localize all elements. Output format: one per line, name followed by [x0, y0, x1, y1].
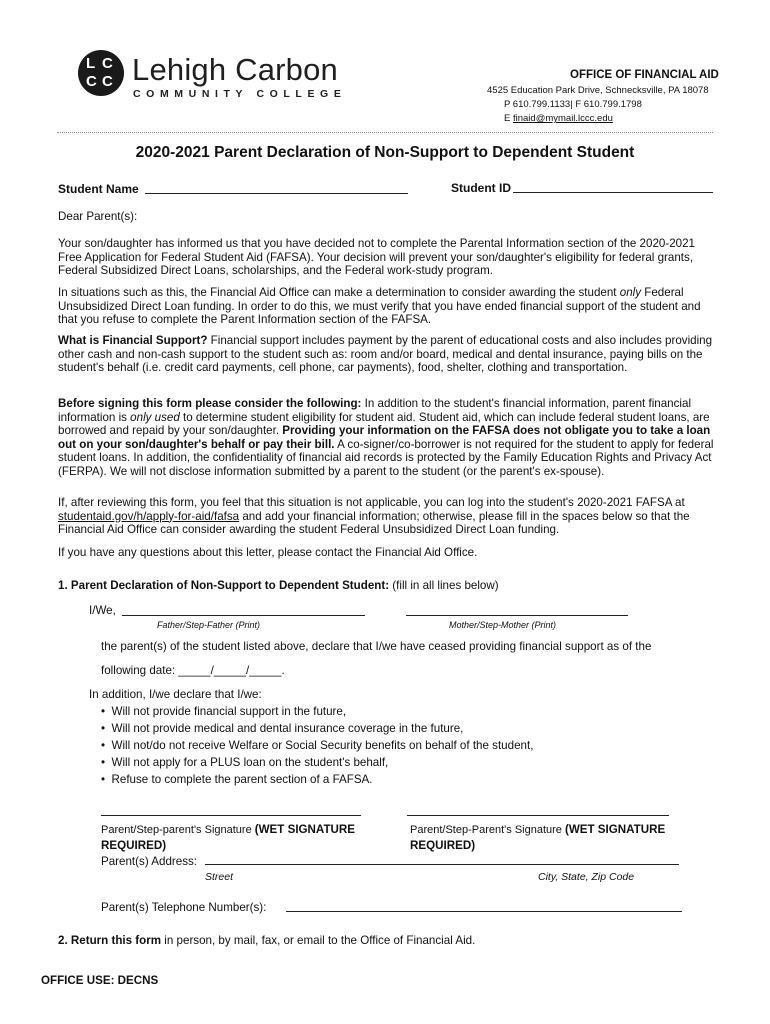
student-name-field[interactable] — [145, 193, 408, 194]
office-use: OFFICE USE: DECNS — [41, 974, 159, 987]
email-prefix: E — [504, 113, 513, 124]
college-name: Lehigh Carbon — [132, 52, 338, 87]
student-id-label: Student ID — [451, 181, 511, 195]
father-name-field[interactable] — [122, 615, 365, 616]
street-caption: Street — [205, 871, 234, 883]
office-phone-fax: P 610.799.1133| F 610.799.1798 — [504, 99, 642, 110]
declare-line-1: the parent(s) of the student listed above, declare that I/we have ceased providing financial support as of the — [101, 640, 652, 653]
greeting: Dear Parent(s): — [58, 210, 138, 223]
iwe-label: I/We, — [89, 604, 116, 617]
declaration-bullet: • Will not/do not receive Welfare or Social Security benefits on behalf of the student, — [101, 739, 534, 752]
office-title: OFFICE OF FINANCIAL AID — [570, 69, 719, 81]
address-label: Parent(s) Address: — [101, 855, 198, 868]
phone-label: Parent(s) Telephone Number(s): — [101, 901, 267, 914]
fafsa-link[interactable]: studentaid.gov/h/apply-for-aid/fafsa — [58, 509, 240, 523]
signature-label-1: Parent/Step-parent's Signature (WET SIGNATURE REQUIRED) — [101, 823, 356, 852]
logo-initial-1: L — [86, 55, 96, 72]
section1-heading: 1. Parent Declaration of Non-Support to Dependent Student: (fill in all lines below) — [58, 579, 499, 592]
city-caption: City, State, Zip Code — [538, 871, 635, 883]
declaration-bullet: • Refuse to complete the parent section of a FAFSA. — [101, 773, 373, 786]
addition-intro: In addition, I/we declare that I/we: — [89, 688, 262, 701]
declaration-bullet: • Will not apply for a PLUS loan on the student's behalf, — [101, 756, 389, 769]
address-field[interactable] — [205, 864, 679, 865]
paragraph-questions: If you have any questions about this letter, please contact the Financial Aid Office. — [58, 546, 478, 559]
declaration-bullet: • Will not provide financial support in the future, — [101, 705, 347, 718]
email-link[interactable]: finaid@mymail.lccc.edu — [512, 113, 613, 124]
student-name-label: Student Name — [58, 182, 139, 196]
logo-initial-2: C — [102, 55, 113, 72]
logo-initial-3: C — [86, 73, 97, 90]
student-id-field[interactable] — [513, 192, 713, 193]
office-email — [504, 113, 613, 124]
mother-name-field[interactable] — [406, 615, 628, 616]
paragraph-situation: In situations such as this, the Financial Aid Office can make a determination to consider awarding the student only Federal Unsubsidized Direct Loan funding. In order to do this, we must verify that you have ended financial support of the student and that you refuse to complete the Parent Information section of the FAFSA. — [58, 286, 701, 326]
father-caption: Father/Step-Father (Print) — [157, 620, 261, 630]
paragraph-financial-support: What is Financial Support? Financial support includes payment by the parent of educational costs and also includes providing other cash and non-cash support to the student such as: room and/or board, medical and dental insurance, paying bills on the student's behalf (i.e. credit card payments, cell phone, car payments), food, shelter, clothing and transportation. — [58, 334, 713, 374]
signature-line-1[interactable] — [101, 815, 361, 816]
office-address: 4525 Education Park Drive, Schnecksville, PA 18078 — [487, 85, 709, 96]
paragraph-intro: Your son/daughter has informed us that you have decided not to complete the Parental Information section of the 2020-2021 Free Application for Federal Student Aid (FAFSA). Your decision will prevent your son/daughter's eligibility for federal grants, Federal Subsidized Direct Loans, scholarships, and the Federal work-study program. — [58, 237, 696, 277]
signature-line-2[interactable] — [407, 815, 669, 816]
section2-return: 2. Return this form in person, by mail, fax, or email to the Office of Financial Aid. — [58, 934, 476, 947]
declaration-bullet: • Will not provide medical and dental insurance coverage in the future, — [101, 722, 464, 735]
signature-label-2: Parent/Step-Parent's Signature (WET SIGNATURE REQUIRED) — [410, 823, 666, 852]
logo-initial-4: C — [102, 73, 113, 90]
paragraph-not-applicable: If, after reviewing this form, you feel that this situation is not applicable, you can log into the student's 2020-2021 FAFSA at studentaid.gov/h/apply-for-aid/fafsa and add your financial information; otherwise, please fill in the spaces below so that the Financial Aid Office can consider awarding the student Federal Unsubsidized Direct Loan funding. — [58, 496, 690, 536]
form-title: 2020-2021 Parent Declaration of Non-Support to Dependent Student — [135, 144, 635, 161]
mother-caption: Mother/Step-Mother (Print) — [449, 620, 557, 630]
declare-line-2: following date: _____/_____/_____. — [101, 664, 285, 677]
phone-field[interactable] — [286, 911, 682, 912]
header-divider — [57, 132, 713, 133]
college-subtitle: COMMUNITY COLLEGE — [133, 88, 347, 100]
paragraph-consider: Before signing this form please consider the following: In addition to the student's financial information, parent financial information is only used to determine student eligibility for student aid. Student aid, which can include federal student loans, are borrowed and repaid by your son/daughter. Providing your information on the FAFSA does not obligate you to take a loan out on your son/daughter's behalf or pay their bill. A co-signer/co-borrower is not required for the student to apply for federal student loans. In addition, the confidentiality of financial aid records is protected by the Family Education Rights and Privacy Act (FERPA). We will not disclose information submitted by a parent to the student (or the parent's ex-spouse). — [58, 397, 714, 478]
college-logo — [78, 50, 124, 96]
